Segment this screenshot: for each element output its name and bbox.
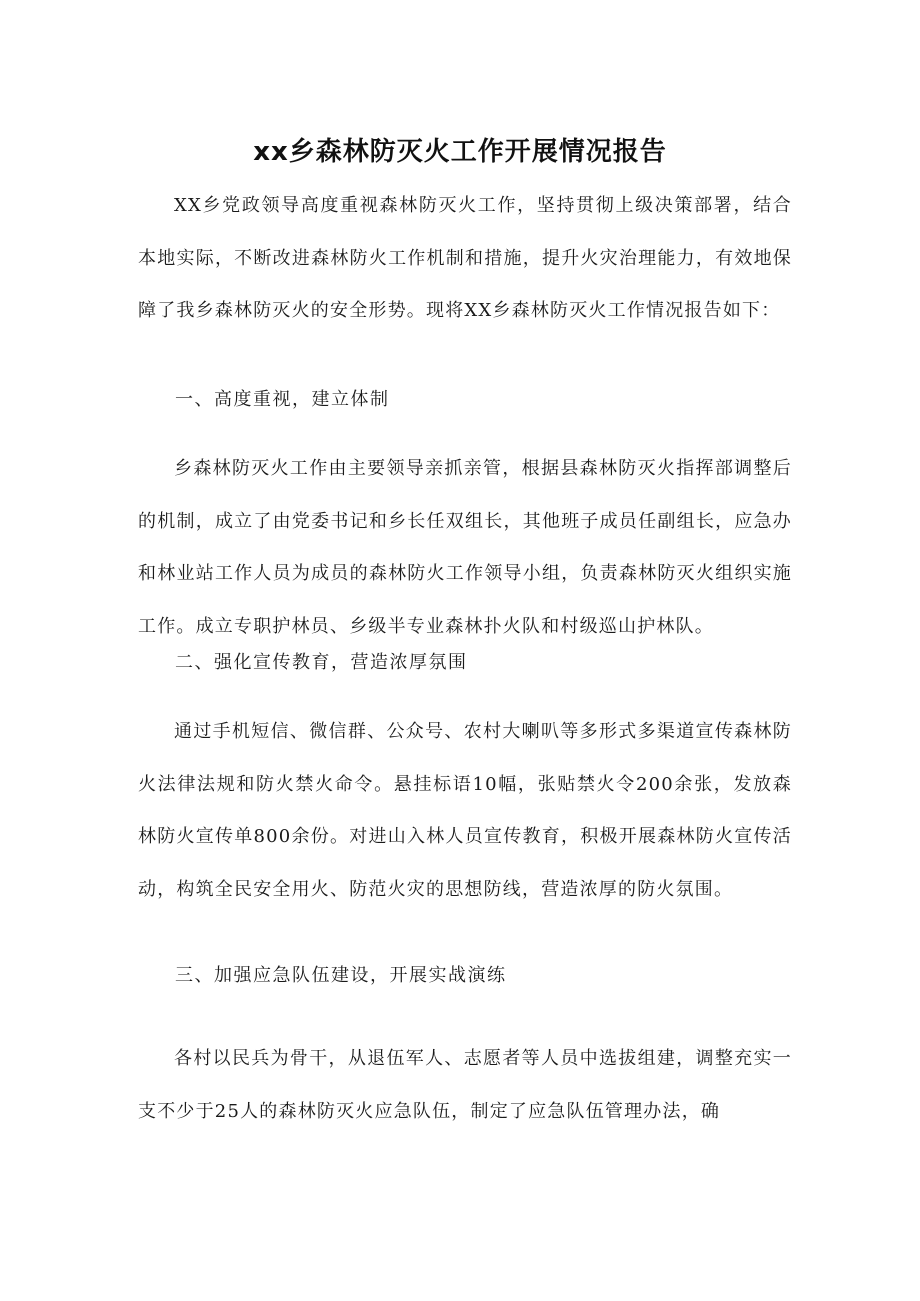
section-heading-1: 一、高度重视，建立体制 [175,389,390,410]
intro-paragraph: XX乡党政领导高度重视森林防灭火工作，坚持贯彻上级决策部署，结合本地实际，不断改进森林防火工作机制和措施，提升火灾治理能力，有效地保障了我乡森林防灭火的安全形势。现将XX乡森林防灭火工作情况报告如下： [138,195,792,321]
section-body-3: 各村以民兵为骨干，从退伍军人、志愿者等人员中选拔组建，调整充实一支不少于25人的森林防灭火应急队伍，制定了应急队伍管理办法，确 [138,1048,792,1122]
section-body-1: 乡森林防灭火工作由主要领导亲抓亲管，根据县森林防灭火指挥部调整后的机制，成立了由党委书记和乡长任双组长，其他班子成员任副组长，应急办和林业站工作人员为成员的森林防火工作领导小组，负责森林防灭火组织实施工作。成立专职护林员、乡级半专业森林扑火队和村级巡山护林队。 [138,458,792,637]
section-heading-3: 三、加强应急队伍建设，开展实战演练 [175,965,507,986]
section-heading-2: 二、强化宣传教育，营造浓厚氛围 [175,652,468,673]
document-title: xx乡森林防灭火工作开展情况报告 [253,137,667,168]
section-body-2: 通过手机短信、微信群、公众号、农村大喇叭等多形式多渠道宣传森林防火法律法规和防火禁火命令。悬挂标语10幅，张贴禁火令200余张，发放森林防火宣传单800余份。对进山入林人员宣传教育，积极开展森林防火宣传活动，构筑全民安全用火、防范火灾的思想防线，营造浓厚的防火氛围。 [138,721,792,900]
